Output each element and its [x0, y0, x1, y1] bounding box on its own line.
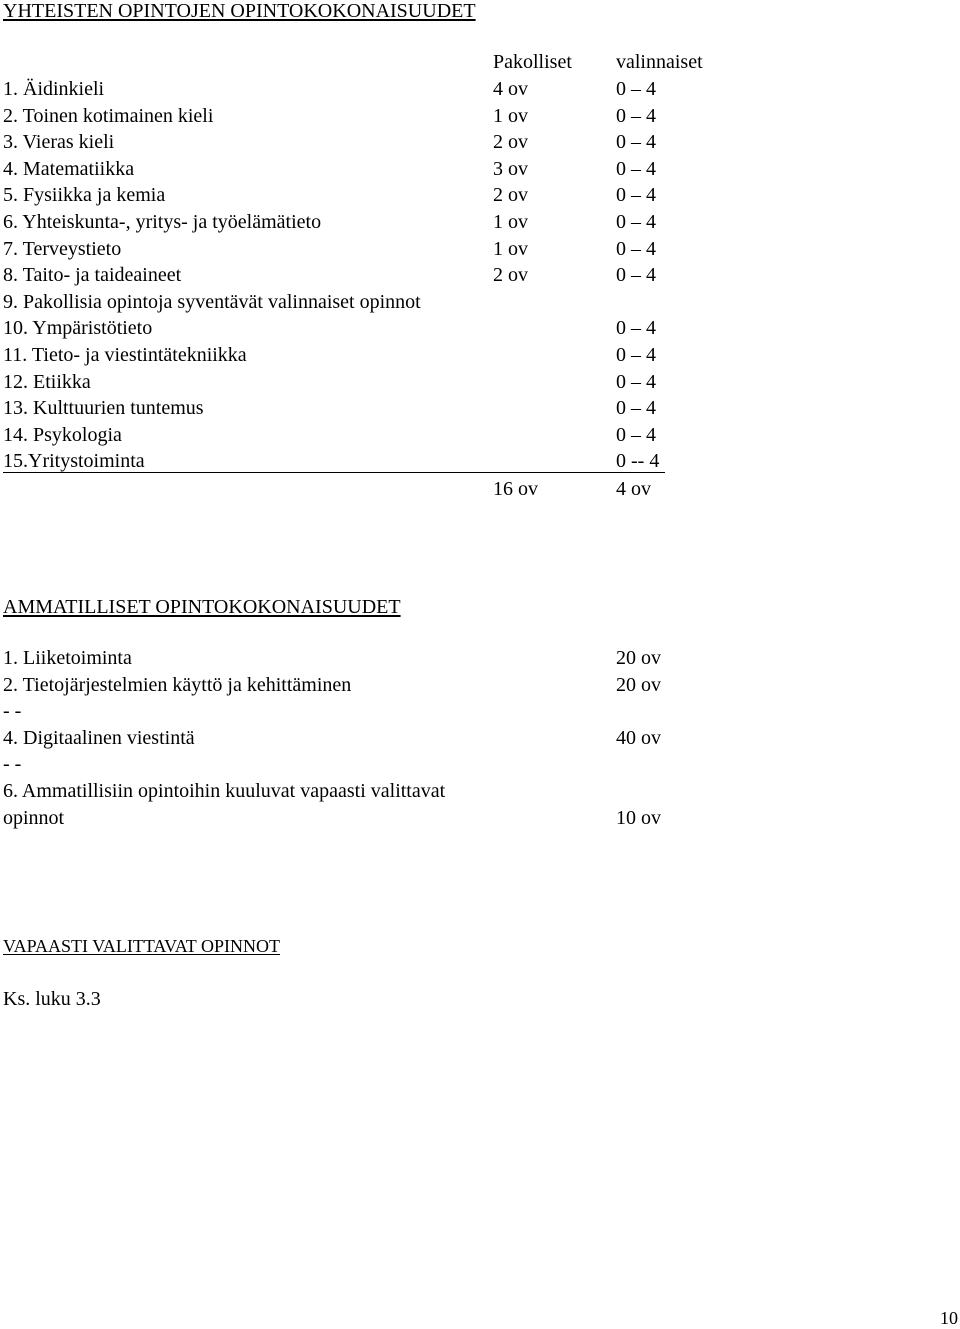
table-row [0, 289, 960, 315]
table-row [0, 422, 960, 448]
optional-credits: 0 – 4 [616, 397, 656, 420]
list-item [0, 805, 960, 831]
optional-credits: 0 – 4 [616, 104, 656, 127]
page-number: 10 [940, 1308, 958, 1328]
module-credits: 20 ov [616, 673, 661, 696]
table-row [0, 342, 960, 368]
optional-credits: 0 – 4 [616, 370, 656, 393]
optional-credits: 0 – 4 [616, 237, 656, 260]
optional-credits: 0 -- 4 [616, 450, 660, 473]
list-item [0, 751, 960, 777]
course-name: 1. Äidinkieli [3, 78, 105, 100]
table-row [0, 448, 960, 474]
required-credits: 2 ov [493, 131, 528, 154]
course-name: 12. Etiikka [3, 370, 91, 393]
list-item [0, 778, 960, 804]
module-credits: 40 ov [616, 726, 661, 749]
column-required-label: Pakolliset [493, 51, 572, 73]
table-row [0, 315, 960, 341]
course-name: 3. Vieras kieli [3, 131, 115, 154]
list-item [0, 645, 960, 671]
required-credits: 4 ov [493, 78, 528, 100]
optional-credits: 0 – 4 [616, 264, 656, 287]
course-name: 9. Pakollisia opintoja syventävät valinnaiset opinnot [3, 290, 421, 313]
module-name: - - [3, 700, 22, 723]
course-name: 14. Psykologia [3, 423, 122, 446]
table-row [0, 236, 960, 262]
module-name: opinnot [3, 806, 65, 829]
optional-credits: 0 – 4 [616, 423, 656, 446]
table-underline [3, 472, 665, 473]
optional-credits: 0 – 4 [616, 317, 656, 340]
course-name: 8. Taito- ja taideaineet [3, 264, 182, 287]
required-credits: 1 ov [493, 237, 528, 260]
module-name: - - [3, 753, 22, 776]
optional-credits: 0 – 4 [616, 211, 656, 233]
free-studies-heading: VAPAASTI VALITTAVAT OPINNOT [3, 936, 280, 956]
table-row [0, 76, 960, 102]
table-row [0, 369, 960, 395]
total-optional: 4 ov [616, 478, 651, 500]
required-credits: 3 ov [493, 157, 528, 180]
required-credits: 2 ov [493, 264, 528, 287]
table-row [0, 209, 960, 235]
course-name: 11. Tieto- ja viestintätekniikka [3, 344, 247, 366]
list-item [0, 672, 960, 698]
table-row [0, 262, 960, 288]
course-name: 6. Yhteiskunta-, yritys- ja työelämätieto [3, 211, 322, 233]
column-header-row [0, 49, 960, 75]
table-row [0, 395, 960, 421]
required-credits: 1 ov [493, 104, 528, 127]
required-credits: 1 ov [493, 211, 528, 233]
table-row [0, 103, 960, 129]
module-name: 6. Ammatillisiin opintoihin kuuluvat vapaasti valittavat [3, 780, 446, 802]
module-credits: 20 ov [616, 647, 661, 669]
list-item [0, 698, 960, 724]
free-studies-text-row [0, 986, 960, 1012]
required-credits: 2 ov [493, 184, 528, 207]
list-item [0, 725, 960, 751]
module-name: 1. Liiketoiminta [3, 647, 132, 669]
module-name: 2. Tietojärjestelmien käyttö ja kehittäminen [3, 673, 352, 696]
optional-credits: 0 – 4 [616, 78, 656, 100]
module-credits: 10 ov [616, 806, 661, 829]
course-name: 4. Matematiikka [3, 157, 135, 180]
common-studies-heading: YHTEISTEN OPINTOJEN OPINTOKOKONAISUUDET [3, 0, 476, 22]
column-optional-label: valinnaiset [616, 51, 703, 73]
free-studies-text: Ks. luku 3.3 [3, 988, 101, 1010]
course-name: 10. Ympäristötieto [3, 317, 153, 340]
optional-credits: 0 – 4 [616, 184, 656, 207]
optional-credits: 0 – 4 [616, 131, 656, 154]
optional-credits: 0 – 4 [616, 344, 656, 366]
course-name: 2. Toinen kotimainen kieli [3, 104, 214, 127]
total-required: 16 ov [493, 478, 538, 500]
course-name: 7. Terveystieto [3, 237, 122, 260]
module-name: 4. Digitaalinen viestintä [3, 726, 195, 749]
table-row [0, 156, 960, 182]
totals-row [0, 476, 960, 502]
table-row [0, 182, 960, 208]
course-name: 5. Fysiikka ja kemia [3, 184, 166, 207]
course-name: 15.Yritystoiminta [3, 450, 145, 473]
vocational-studies-heading: AMMATILLISET OPINTOKOKONAISUUDET [3, 596, 401, 618]
optional-credits: 0 – 4 [616, 157, 656, 180]
course-name: 13. Kulttuurien tuntemus [3, 397, 204, 420]
table-row [0, 129, 960, 155]
